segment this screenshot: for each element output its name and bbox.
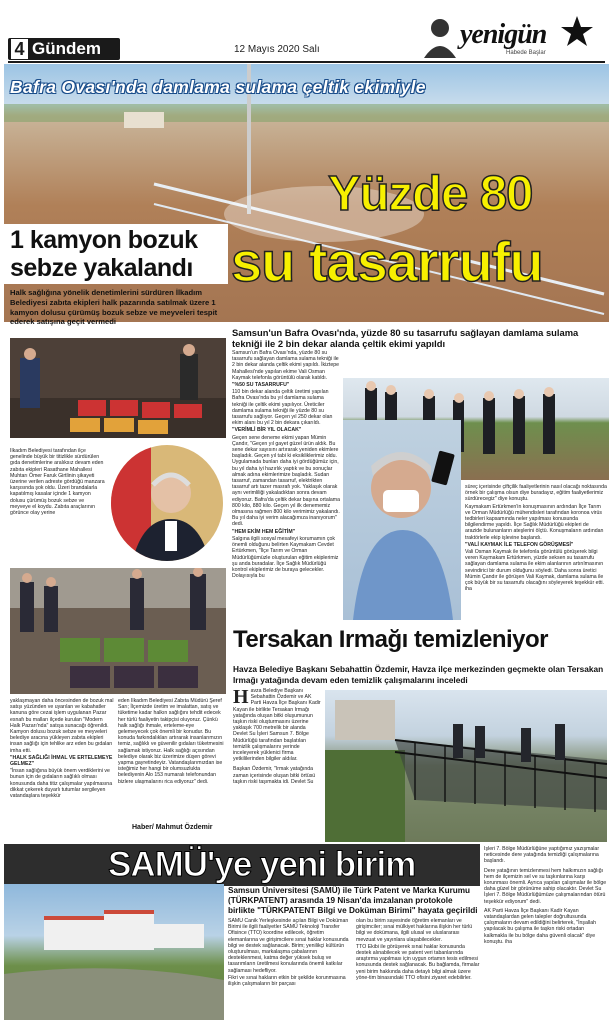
page-header [0, 0, 613, 62]
header-rule [8, 61, 605, 63]
story4-text-b: Fikri ve sınai hakların etkin bir şekilde korunmasına ilişkin çalışmaların bir parçası [228, 974, 346, 988]
story1-text-a: Samsun'un Bafra Ovası'nda, yüzde 80 su tasarrufu sağlayan damlama sulama tekniği ile 2 bin dekar alanda çeltik ekimi yapıldı. İkiztepe Mahallesi'nde yapılan ekime Vali Osman Kaymak telefonla görüntülü olarak katıldı. [232, 350, 339, 381]
campus-photo [4, 884, 224, 1020]
story1-subtitle-3: "HEM EKİM HEM EĞİTİM" [232, 528, 296, 535]
story2-column-a [10, 698, 114, 838]
river-cleaning-photo [325, 690, 607, 842]
story1-headline-2: su tasarrufu [231, 230, 543, 293]
story1-text-g: Vali Osman Kaymak ile telefonla görüntülü görüşerek bilgi veren Kaymakam Ertürkmen, yüzde seksen su tasarrufu sağlayan damlama sulama ile ekim alanlarının artırılmasının sevindirici bir durum olduğunu söyledi. Daha sonra üretici Mümin Çandır ile görüşen Vali Kaymak, damlama sulama ile çok büyük bir su tasarrufu olacağını söyleyerek teşekkür etti. iha [465, 549, 604, 593]
inspection-photo [10, 568, 226, 694]
story3-text-e: AK Parti Havza İlçe Başkanı Kadir Kayan vatandaşlardan gelen talepler doğrultusunda çalışmaların devam edildiğini belirterek, "İnşallah yapılacak bu çalışma ile taşkın riski ortadan kalkmakla ile bu bölge daha güvenli olacak" diye konuştu. iha [484, 907, 596, 945]
story3-text-a-body: avza Belediye Başkanı Sebahattin Özdemir ve AK Parti Havza İlçe Başkanı Kadir Kayan ile birlikte Tersakan Irmağı yatağında oluşan bitki oluşumunun taşkın riski oluşturmasını üzerine yaklaşık 700 metrelik bir alanda Devlet Su İşleri Samsun 7. Bölge Müdürlüğü tarafından başlatılan temizlik çalışmalarını yerinde inceleyerek yüklenici firma yetkililerinden bilgiler aldılar. [233, 688, 321, 763]
story2-credit: Haber/ Mahmut Özdemir [132, 824, 213, 831]
story1-column-1 [232, 350, 340, 618]
produce-crates-photo [10, 338, 226, 438]
section-title: Gündem [32, 39, 101, 58]
issue-date: 12 Mayıs 2020 Salı [234, 44, 320, 55]
story4-headline-box [4, 844, 480, 886]
story1-subhead: Samsun'un Bafra Ovası'nda, yüzde 80 su tasarrufu sağlayan damlama sulama tekniği ile 2 bin dekar alanda çeltik ekimi yapıldı [232, 327, 579, 349]
story2-headline [4, 224, 228, 284]
story2-column-left: İlkadım Belediyesi tarafından ilçe genelinde büyük bir titizlikle sürdürülen gıda denetimlerine aralıksız devam eden zabıta ekipleri Rasathane Mahallesi Muhtarı Ömer Faruk Girtlinin şikayeti üzerine verilen adreste gördüğü manzara karşısında şok oldu. Üzeri brandalarla kapatılmış kasalar içinde 1 kamyon dolusu çürümüş bozuk sebze ve meyveye el koydu. Zabıta araçlarının görünce olay yerine [10, 448, 105, 517]
story3-text-c: İşleri 7. Bölge Müdürlüğüne yaptığımız yazışmalar neticesinde dere yatağında temizliği çalışmalarına başlandı. [484, 846, 600, 865]
page-number: 4 [11, 39, 28, 59]
logo-wordmark: yenigün [460, 19, 547, 50]
story3-subhead: Havza Belediye Başkanı Sebahattin Özdemir, Havza ilçe merkezinden geçmekte olan Tersakan Irmağı yatağında devam eden temizlik çalışmalarını inceledi [233, 664, 604, 685]
story3-text-a [233, 688, 321, 762]
story4-column-2 [356, 918, 480, 1022]
story1-subtitle-2: "VERİMLİ BİR YIL OLACAK" [232, 427, 302, 434]
story1-subtitle-4: "VALİ KAYMAK İLE TELEFON GÖRÜŞMESİ" [465, 541, 574, 548]
story2-subtitle: "HALK SAĞLIĞI İHMAL VE ERTELEMEYE GELMEZ" [10, 754, 113, 768]
story4-column-1 [228, 918, 352, 1022]
story3-dropcap: H [233, 688, 249, 708]
story2-headline-2: sebze yakalandı [10, 254, 193, 282]
story2-text-a: yaklaşmayan daha öncesinden de bozuk mal satışı yüzünden ve uyarılan ve kabahatler kanuna göre cezai işlem uygulanan Pazar esnafı bu malları ilçede kurulan "Modern Halk Pazarı'nda" satışa sunacağı öğrenildi. Kamyon dolusu bozuk sebze ve meyveleri belediye aracına yükleyen zabıta ekipleri insan sağlığı için tehlike arz eden bu gıdaları imha etti. [10, 698, 114, 754]
story1-text-b: 110 bin dekar alanda çeltik üretimi yapılan Bafra Ovası'nda bu yıl damlama sulama tekniği ile çeltik ekimi yapılıyor. Üreticiler damlama sulama tekniği ile yüzde 80 su tasarrufu sağlıyor. Geçen yıl 250 dekar olan ekim alanı bu yıl 2 bin dekara çıkarıldı. [232, 389, 333, 427]
governor-phone-photo [343, 420, 461, 620]
portrait-icon [420, 14, 460, 58]
section-tab [8, 38, 120, 60]
star-icon [560, 14, 594, 48]
story1-column-2 [465, 484, 607, 620]
story2-column-b: eden İlkadım Belediyesi Zabıta Müdürü Şeref Sarı; İlçemizde üretim ve imalattan, satış ve tüketime kadar halkın sağlığını tehdit edecek her türlü faaliyetin takipçisi oluyoruz. Çünkü halk sağlığı ihmale, erteleme-eye gelemeyecek çok önemli bir konudur. Bu konuda farkındalıkları artırarak insanlarımızın temiz, sağlıklı ve güvenilir gıdaları tüketmesini sağlamak istiyoruz. Halk sağlığı açısından belediye olarak biz üzerimize düşen görevi yapma gayretindeyiz. Vatandaşlarımızdan ise isteğimiz her hangi bir olumsuzlukta belediyenin Alo 153 numaralı telefonundan bizlere ulaşmalarını rica ediyoruz" dedi. [118, 698, 224, 785]
story3-text-d: Dere yatağının temizlenmesi hem halkımızın sağlığı hem de ilçemizin sel ve su taşkınlarına karşı korunması önemli. Ayrıca yapılan çalışmalar ile bölge daha güzel bir görünüme sahip olacaktır. Devlet Su İşleri 7. Bölge Müdürlüğümüze çalışmalarından ötürü teşekkür ediyorum" dedi. [484, 867, 607, 905]
newspaper-logo [420, 14, 600, 58]
story1-text-c: Geçen sene deneme ekimi yapan Mümin Çandır, "Geçen yıl gayet güzel ürün aldık. Bu sene dekar sayısını artırarak yeniden ekimlere başladık. Geçen yıl tabi ki eksikliklerimiz oldu. Uygulamada bunları daha iyi gördüğümüz için, bu yıl daha iyi hazırlık yaptık ve bu sonuçlar almak adına ekimlerimize başladık. Sudan tasarruf, zamandan tasarruf, elektrikten tasarruf artı tazer masrafı yok. Yaklaşık olarak aynı verimliliği yakaladıktan sonra devam ediyoruz. Bafra'da çeltik dekar başına ortalama 800 kilo, 880 kilo. Geçen yıl ilk denememiz olmasına rağmen 800 kilo verimimiz yakalandı. Bu yıl daha iyi verim alacağımıza inanıyorum" dedi. [232, 434, 340, 528]
story1-text-f: Kaymakam Ertürkmen'in konuşmasının ardından İlçe Tarım ve Orman Müdürlüğü mühendisleri tarafından koronoa virüs tedbirleri kapsamında neler yapılması konusunda bilgilendirme yapıldı. İlçe Sağlık Müdürlüğü ekipleri de arazide bulunanların ateşlerini ölçtü. Konuşmaların ardından traktörlerle ekip işlevine başlandı. [465, 503, 604, 541]
story1-headline-1: Yüzde 80 [328, 167, 533, 221]
story2-headline-1: 1 kamyon bozuk [10, 226, 198, 254]
official-portrait-photo [108, 442, 226, 564]
story1-text-e: süreç içerisinde çiftçilik faaliyetlerinin nasıl olacağı noktasında örnek bir çalışma olsun diye buradayız, eğitim faaliyetlerimiz sürdürecegiz" diye konuştu. [465, 484, 607, 503]
story4-text-a: SAMÜ Canik Yerleşkesinde açılan Bilgi ve Doküman Birimi ile ilgili faaliyetler SAMÜ Teknoloji Transfer Ofisince (TTO) koordine edilecek, öğretim elemanlarına ve girişimcilere sınai haklar konusunda bilgi ve destek sağlanacak. Birim; yenilikçi kültürün oluşturulması, markalaşma çabalarının desteklenmesi, katma değer yüksek buluş ve tasarımların üretilmesi konularında önemli katkılar sağlaması hedefliyor. [228, 918, 349, 974]
story4-headline: SAMÜ'ye yeni birim [108, 845, 416, 884]
story1-banner: Bafra Ovası'nda damlama sulama çeltik ekimiyle [10, 77, 426, 97]
story3-side-column [484, 846, 607, 1020]
story3-headline: Tersakan Irmağı temizleniyor [233, 626, 549, 653]
story4-text-c: olan bu birim sayesinde öğretim elemanları ve girişimciler; sınai mülkiyet haklarına ilişkin her türlü bilgi ve dokümana, ilgili ulusal ve uluslararası mevzuat ve yayınlara ulaşabilecekler. [356, 918, 473, 943]
story3-text-b: Başkan Özdemir, "Irmak yatağında zaman içerisinde oluşan bitki örtüsü taşkın riski taşımakta idi. Devlet Su [233, 766, 316, 785]
story1-text-d: Salgına ilgili sosyal mesafeyi korumamın çok önemli olduğunu belirten Kaymakam Cevdet Ertürkmen, "İlçe Tarım ve Orman Müdürlüğümüzle oluşturulan eğitim ekiplerimiz şu anda buradalar. İlçe Sağlık Müdürlüğü kontrol ekiplerimiz de buraya gelecekler. Dolayısıyla bu [232, 535, 339, 580]
story1-subtitle-1: "%50 SU TASARRUFU" [232, 382, 290, 389]
story4-text-d: TTO Ekibi ile görüşerek sınai haklar konusunda destek alınabilecek ve patent veri tabanlarında araştırma yapılması için uygun ortamın tesis edilmesi konusunda destek sağlanacak. Bu bağlamda, firmalar yeni birim hakkında daha detaylı bilgi almak üzere yöne-tim binasındaki TTO ofisini ziyaret edebilirler. [356, 943, 480, 981]
story2-subhead: Halk sağlığına yönelik denetimlerini sürdüren İlkadım Belediyesi zabıta ekipleri halk pazarında satılmak üzere 1 kamyon dolusu çürümüş bozuk sebze ve meyveleri tespit ederek satışına geçit vermedi [10, 288, 218, 327]
story3-body [233, 688, 321, 838]
story4-subhead: Samsun Üniversitesi (SAMÜ) ile Türk Patent ve Marka Kurumu (TÜRKPATENT) arasında 19 Nisan'da imzalanan protokole birlikte "TÜRKPATENT Bilgi ve Doküman Birimi" hayata geçirildi [228, 886, 478, 916]
logo-tagline: Habede Başlar [506, 50, 546, 56]
story2-text-b: "İnsan sağlığına büyük önem verdiklerini ve bunun için de gıdaların sağlıklı olması konusunda daha titiz çalışmalar yapılmasına dikkat çekerek duyarlı tutumlar sergileyen vatandaşlara teşekkür [10, 768, 113, 800]
